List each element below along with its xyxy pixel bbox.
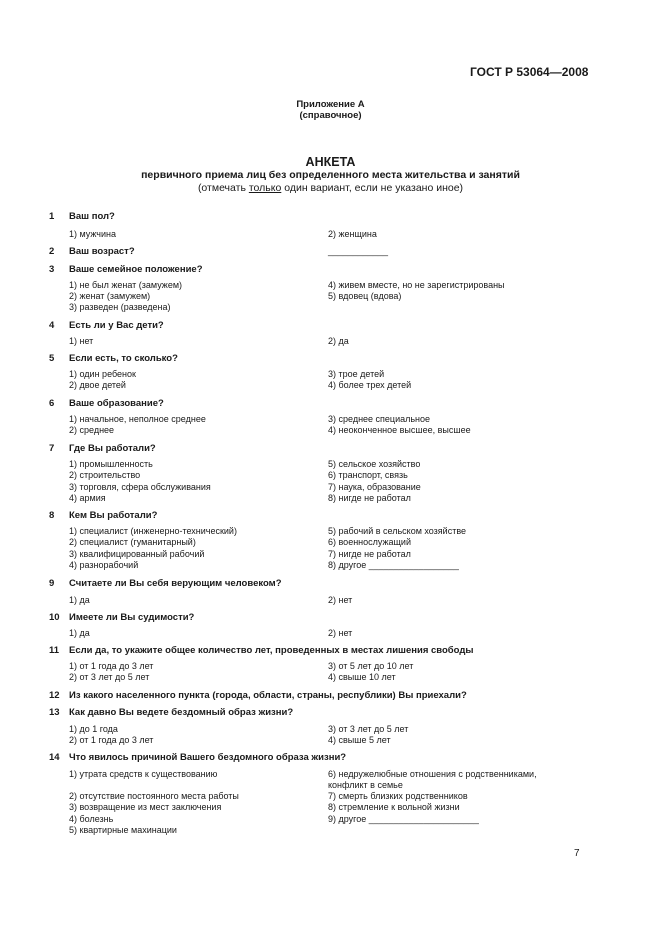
question-text: Имеете ли Вы судимости? [69, 612, 195, 623]
question-text: Кем Вы работали? [69, 510, 158, 521]
answer-option[interactable]: 2) двое детей [69, 380, 126, 390]
answer-option[interactable]: 3) разведен (разведена) [69, 302, 171, 312]
question-text: Где Вы работали? [69, 443, 156, 454]
answer-option[interactable]: 3) от 5 лет до 10 лет [328, 661, 414, 671]
answer-option[interactable]: 5) сельское хозяйство [328, 459, 421, 469]
question-number: 9 [49, 578, 55, 589]
answer-option[interactable]: 7) наука, образование [328, 482, 421, 492]
answer-option[interactable]: 1) один ребенок [69, 369, 136, 379]
answer-option[interactable]: 3) среднее специальное [328, 414, 431, 424]
answer-option[interactable]: 4) более трех детей [328, 380, 412, 390]
question-number: 3 [49, 264, 55, 275]
form-subtitle: первичного приема лиц без определенного места жительства и занятий [141, 169, 520, 181]
question-number: 6 [49, 398, 55, 409]
answer-option[interactable]: 4) разнорабочий [69, 560, 139, 570]
answer-option[interactable]: 3) трое детей [328, 369, 385, 379]
question-number: 14 [49, 752, 60, 763]
answer-option[interactable]: 2) отсутствие постоянного места работы [69, 791, 239, 801]
instruction-text-end: один вариант, если не указано иное) [281, 182, 464, 194]
answer-option[interactable]: 1) не был женат (замужем) [69, 280, 183, 290]
answer-option[interactable]: 1) нет [69, 336, 94, 346]
question-number: 7 [49, 443, 55, 454]
question-text: Если есть, то сколько? [69, 353, 178, 364]
answer-option[interactable]: 6) военнослужащий [328, 537, 411, 547]
question-text: Что явилось причиной Вашего бездомного образа жизни? [69, 752, 347, 763]
instruction-text-start: (отмечать [197, 182, 249, 194]
answer-option[interactable]: 1) промышленность [69, 459, 153, 469]
answer-option[interactable]: 1) до 1 года [69, 724, 118, 734]
answer-option[interactable]: 2) специалист (гуманитарный) [69, 537, 196, 547]
answer-option[interactable]: 6) недружелюбные отношения с родственниками, [328, 769, 537, 779]
answer-option[interactable]: 2) среднее [69, 425, 115, 435]
answer-option[interactable]: 5) вдовец (вдова) [328, 291, 402, 301]
question-number: 12 [49, 690, 60, 701]
question-number: 11 [49, 645, 60, 656]
answer-option[interactable]: 7) смерть близких родственников [328, 791, 468, 801]
annex-type: (справочное) [299, 110, 362, 121]
answer-option[interactable]: 1) от 1 года до 3 лет [69, 661, 154, 671]
question-number: 10 [49, 612, 60, 623]
question-number: 2 [49, 246, 55, 257]
question-text: Из какого населенного пункта (города, области, страны, республики) Вы приехали? [69, 690, 467, 701]
answer-option[interactable]: 8) другое __________________ [328, 560, 459, 570]
answer-option[interactable]: 5) рабочий в сельском хозяйстве [328, 526, 467, 536]
answer-option[interactable]: 6) транспорт, связь [328, 470, 408, 480]
question-number: 5 [49, 353, 55, 364]
form-instruction [0, 182, 661, 194]
answer-option[interactable]: 2) нет [328, 628, 353, 638]
answer-option[interactable]: 4) армия [69, 493, 106, 503]
answer-option[interactable]: 2) да [328, 336, 349, 346]
answer-option[interactable]: 3) квалифицированный рабочий [69, 549, 205, 559]
question-text: Считаете ли Вы себя верующим человеком? [69, 578, 282, 589]
answer-option[interactable]: 2) от 1 года до 3 лет [69, 735, 154, 745]
answer-option[interactable]: 7) нигде не работал [328, 549, 411, 559]
answer-option[interactable]: 2) женщина [328, 229, 377, 239]
answer-option[interactable]: 8) нигде не работал [328, 493, 411, 503]
question-text: Ваше семейное положение? [69, 264, 203, 275]
answer-option[interactable]: 4) живем вместе, но не зарегистрированы [328, 280, 505, 290]
answer-option[interactable]: 1) да [69, 628, 90, 638]
answer-option[interactable]: 4) неоконченное высшее, высшее [328, 425, 471, 435]
answer-option[interactable]: 1) да [69, 595, 90, 605]
answer-option[interactable]: 4) свыше 5 лет [328, 735, 391, 745]
answer-option[interactable]: 2) от 3 лет до 5 лет [69, 672, 150, 682]
answer-option-continuation: конфликт в семье [328, 780, 403, 790]
answer-option[interactable]: 1) начальное, неполное среднее [69, 414, 206, 424]
answer-option[interactable]: 2) женат (замужем) [69, 291, 151, 301]
question-text: Ваш возраст? [69, 246, 135, 257]
form-title: АНКЕТА [305, 155, 356, 169]
annex-label: Приложение А [296, 99, 365, 110]
question-text: Есть ли у Вас дети? [69, 320, 164, 331]
answer-option[interactable]: 3) торговля, сфера обслуживания [69, 482, 211, 492]
page-number: 7 [574, 848, 580, 859]
answer-option[interactable]: 4) свыше 10 лет [328, 672, 396, 682]
question-number: 1 [49, 211, 55, 222]
answer-option[interactable]: 9) другое ______________________ [328, 814, 479, 824]
answer-option[interactable]: 8) стремление к вольной жизни [328, 802, 460, 812]
age-answer-blank[interactable]: ____________ [328, 246, 389, 256]
document-id: ГОСТ Р 53064—2008 [470, 65, 589, 79]
question-text: Ваше образование? [69, 398, 164, 409]
answer-option[interactable]: 2) строительство [69, 470, 141, 480]
answer-option[interactable]: 2) нет [328, 595, 353, 605]
answer-option[interactable]: 1) специалист (инженерно-технический) [69, 526, 237, 536]
question-text: Ваш пол? [69, 211, 115, 222]
question-text: Если да, то укажите общее количество лет, проведенных в местах лишения свободы [69, 645, 474, 656]
answer-option[interactable]: 5) квартирные махинации [69, 825, 177, 835]
instruction-emphasis: только [248, 182, 282, 194]
question-number: 8 [49, 510, 55, 521]
question-number: 13 [49, 707, 60, 718]
answer-option[interactable]: 3) возвращение из мест заключения [69, 802, 222, 812]
answer-option[interactable]: 4) болезнь [69, 814, 114, 824]
answer-option[interactable]: 1) утрата средств к существованию [69, 769, 218, 779]
answer-option[interactable]: 1) мужчина [69, 229, 117, 239]
question-text: Как давно Вы ведете бездомный образ жизни? [69, 707, 294, 718]
question-number: 4 [49, 320, 55, 331]
answer-option[interactable]: 3) от 3 лет до 5 лет [328, 724, 409, 734]
